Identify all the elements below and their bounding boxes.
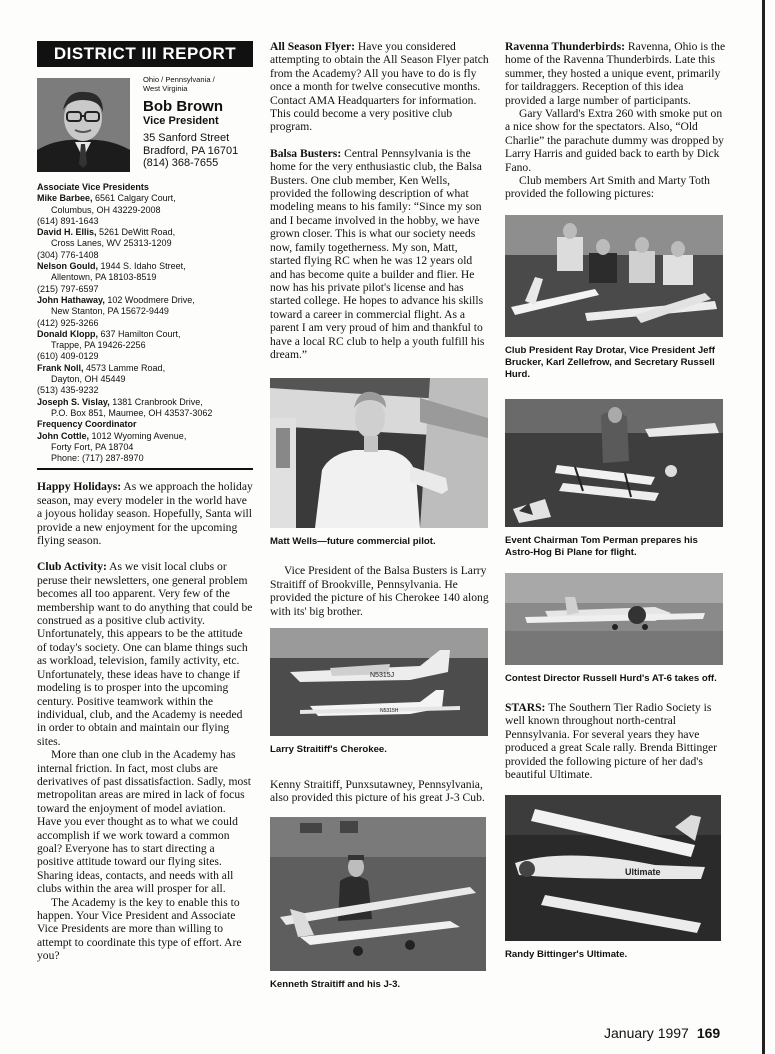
tail-number-large: N5315J <box>370 671 395 679</box>
associate-entry <box>37 227 253 261</box>
vp-info <box>143 75 253 170</box>
associate-entry <box>37 295 253 329</box>
associate-entry <box>37 193 253 227</box>
column-middle <box>270 36 490 991</box>
associate-street: 1944 S. Idaho Street, <box>98 261 186 272</box>
stars-lead: STARS: <box>505 700 546 714</box>
photo-ultimate <box>505 795 721 941</box>
balsa-lead: Balsa Busters: <box>270 146 342 160</box>
vp-phone: (814) 368-7655 <box>143 157 219 169</box>
activity-lead: Club Activity: <box>37 560 107 574</box>
caption-cherokee: Larry Straitiff's Cherokee. <box>270 743 387 755</box>
associate-name: David H. Ellis, <box>37 227 97 238</box>
stars-paragraph <box>505 701 727 781</box>
associate-entry <box>37 363 253 397</box>
vp-block <box>37 75 253 175</box>
associate-entry <box>37 261 253 295</box>
vp-region <box>143 75 253 93</box>
frequency-phone: Phone: (717) 287-8970 <box>51 453 144 464</box>
caption-astro-hog: Event Chairman Tom Perman prepares his Astro-Hog Bi Plane for flight. <box>505 534 698 558</box>
tail-number-small: N5315H <box>380 707 399 714</box>
photo-j3-cub <box>270 817 486 971</box>
ravenna-paragraph <box>505 40 727 107</box>
associate-name: Mike Barbee, <box>37 193 93 204</box>
frequency-entry <box>37 431 253 465</box>
photo-astro-hog <box>505 399 723 527</box>
associate-name: Donald Klopp, <box>37 328 98 339</box>
caption-club-officers: Club President Ray Drotar, Vice President Jeff Brucker, Karl Zellefrow, and Secretary Russell Hurd. <box>505 344 715 380</box>
flyer-lead: All Season Flyer: <box>270 40 356 53</box>
vp-address <box>143 132 253 170</box>
vp-title: Vice President <box>143 115 219 127</box>
vp-balsa-paragraph: Vice President of the Balsa Busters is Larry Straitiff of Brookville, Pennsylvania. He provided the picture of his Cherokee 140 along with its' big brother. <box>270 564 489 618</box>
associate-street: 637 Hamilton Court, <box>98 328 181 339</box>
caption-ultimate: Randy Bittinger's Ultimate. <box>505 949 628 961</box>
balsa-text: Central Pennsylvania is the home for the very enthusiastic club, the Balsa Busters. One club member, Ken Wells, provided the following description of what modeling means to his family: “Since my son and I became involved in the hobby, we have grown closer. This is what our society needs now, family togetherness. My son, Matt, started flying RC when he was 12 years old and has become quite a builder and flier. He now has his private pilot's license and has started college. He hopes to advance his skills toward a career in commercial flight. As a parent I am very proud of him and thankful to have a local RC club to help a youth fulfill his dream.” <box>270 146 485 361</box>
ravenna-lead: Ravenna Thunderbirds: <box>505 40 625 53</box>
frequency-name: John Cottle, <box>37 430 89 441</box>
issue-date: January 1997 <box>604 1025 689 1041</box>
section-divider <box>37 468 253 470</box>
photo-cherokee <box>270 628 488 736</box>
associate-name: Joseph S. Vislay, <box>37 396 110 407</box>
associate-street: 102 Woodmere Drive, <box>104 294 195 305</box>
associate-street: 1381 Cranbrook Drive, <box>109 396 203 407</box>
caption-matt-wells: Matt Wells—future commercial pilot. <box>270 536 436 548</box>
page-number: 169 <box>696 1025 721 1041</box>
kenny-paragraph: Kenny Straitiff, Punxsutawney, Pennsylvania, also provided this picture of his great J-3 Cub. <box>270 777 485 805</box>
associate-street: 5261 DeWitt Road, <box>96 227 176 238</box>
ravenna-text: Ravenna, Ohio is the home of the Ravenna Thunderbirds. Late this summer, they hosted a unique event, primarily for taildraggers. Reception of this idea provided a large number of participants. <box>505 40 726 107</box>
friction-paragraph: More than one club in the Academy has internal friction. In fact, most clubs are derivatives of past dissatisfaction. Sadly, most metropolitan areas are mired in lack of focus toward the enjoyment of model aviation. Have you ever thought as to what we could accomplish if we work toward a common goal? Everyone has to start directing a positive attitude toward our flying sites. Sharing ideas, contacts, and needs with all clubs within the area will prosper for all. <box>37 748 252 896</box>
associate-city: Allentown, PA 18103-8519 <box>51 272 157 283</box>
photo-matt-wells <box>270 378 488 528</box>
caption-j3-cub: Kenneth Straitiff and his J-3. <box>270 978 401 990</box>
frequency-header: Frequency Coordinator <box>37 419 137 430</box>
associate-city: P.O. Box 851, Maumee, OH 43537-3062 <box>51 407 213 418</box>
associate-phone: (513) 435-9232 <box>37 385 99 396</box>
holidays-lead: Happy Holidays: <box>37 480 122 494</box>
vp-address-line2: Bradford, PA 16701 <box>143 144 239 157</box>
vp-region-line2: West Virginia <box>143 84 188 93</box>
associate-header: Associate Vice Presidents <box>37 182 149 192</box>
associate-name: John Hathaway, <box>37 294 105 305</box>
page-footer <box>604 1025 720 1041</box>
associate-phone: (215) 797-6597 <box>37 283 99 294</box>
frequency-line2: Forty Fort, PA 18704 <box>51 441 134 452</box>
balsa-paragraph <box>270 147 490 362</box>
activity-text: As we visit local clubs or peruse their newsletters, one general problem becomes all too apparent. Very few of the membership want to do anything that could be construed as a positive club activity. Unfortunately, this appears to be the attitude of today's society. One can blame things such as workload, television, family activity, etc. Unfortunately, these ideas have to change if modeling is to prosper into the upcoming century. Positive teamwork within the individual, club, and the Academy is needed in order to obtain and maintain our flying sites. <box>37 560 253 748</box>
associate-city: Cross Lanes, WV 25313-1209 <box>51 238 172 249</box>
holidays-text: As we approach the holiday season, may every modeler in the world have a joyous holiday season. Hopefully, Santa will provide a new enjoyment for the upcoming flying season. <box>37 480 253 548</box>
stars-text: The Southern Tier Radio Society is well known throughout north-central Pennsylvania. For several years they have produced a great Scale rally. Brenda Bittinger provided the following picture of her dad's beautiful Ultimate. <box>505 700 718 781</box>
associate-city: Trappe, PA 19426-2256 <box>51 340 146 351</box>
associate-city: Dayton, OH 45449 <box>51 374 126 385</box>
associate-name: Nelson Gould, <box>37 261 99 272</box>
ultimate-plane-text: Ultimate <box>625 867 661 878</box>
holidays-paragraph <box>37 480 253 547</box>
vp-portrait <box>37 78 130 172</box>
photo-at6 <box>505 573 723 665</box>
column-right <box>505 36 727 961</box>
associate-phone: (412) 925-3266 <box>37 317 99 328</box>
flyer-paragraph <box>270 40 490 134</box>
vp-name: Bob Brown <box>143 98 223 115</box>
district-banner: DISTRICT III REPORT <box>37 41 253 67</box>
frequency-line1: 1012 Wyoming Avenue, <box>89 430 187 441</box>
activity-paragraph <box>37 560 253 748</box>
associate-phone: (304) 776-1408 <box>37 249 99 260</box>
photo-club-officers <box>505 215 723 337</box>
associate-name: Frank Noll, <box>37 362 84 373</box>
flyer-text: Have you considered attempting to obtain the All Season Flyer patch from the Academy? All you have to do is fly once a month for twelve consecutive months. Contact AMA Headquarters for information. This could become a very positive club program. <box>270 40 489 134</box>
vp-address-line1: 35 Sanford Street <box>143 132 230 144</box>
associate-street: 6561 Calgary Court, <box>92 193 176 204</box>
caption-at6: Contest Director Russell Hurd's AT-6 takes off. <box>505 672 717 684</box>
associate-list <box>37 182 253 464</box>
associate-entry <box>37 397 253 420</box>
column-left <box>37 36 253 963</box>
associate-phone: (610) 409-0129 <box>37 351 99 362</box>
associate-street: 4573 Lamme Road, <box>83 362 166 373</box>
associate-phone: (614) 891-1643 <box>37 215 99 226</box>
associate-entry <box>37 329 253 363</box>
associate-city: Columbus, OH 43229-2008 <box>51 204 161 215</box>
associate-city: New Stanton, PA 15672-9449 <box>51 306 169 317</box>
vp-region-line1: Ohio / Pennsylvania / <box>143 75 215 84</box>
gary-paragraph: Gary Vallard's Extra 260 with smoke put on a nice show for the spectators. Also, “Old Charlie” the parachute dummy was dropped by Larry Harris and guided back to earth by Dick Fano. <box>505 107 724 174</box>
members-paragraph: Club members Art Smith and Marty Toth provided the following pictures: <box>505 174 710 201</box>
academy-paragraph: The Academy is the key to enable this to happen. Your Vice President and Associate Vice Presidents are more than willing to attempt to coordinate this type of effort. Are you? <box>37 895 242 963</box>
